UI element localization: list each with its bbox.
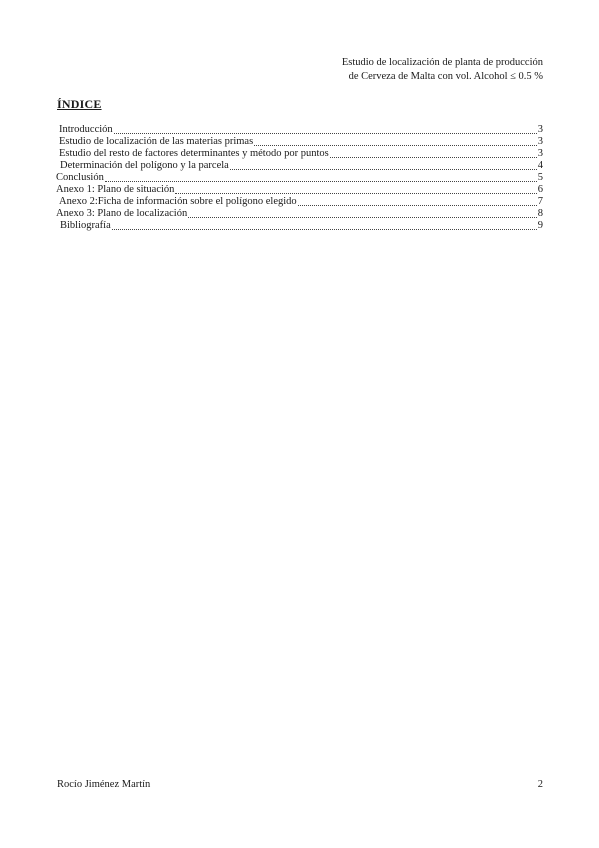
toc-entry-page: 3 <box>537 148 543 159</box>
toc-dot-leader <box>105 172 537 182</box>
toc-entry-label: Anexo 3: Plano de localización <box>56 208 188 219</box>
toc-entry[interactable] <box>55 220 543 232</box>
toc-entry-label: Conclusión <box>56 172 104 183</box>
toc-entry-page: 5 <box>537 172 543 183</box>
toc-entry[interactable] <box>55 148 543 160</box>
toc-entry-page: 3 <box>537 136 543 147</box>
toc-entry-page: 3 <box>537 124 543 135</box>
toc-entry[interactable] <box>55 196 543 208</box>
header-line-1: Estudio de localización de planta de producción <box>341 57 543 68</box>
toc-dot-leader <box>330 148 537 158</box>
toc-entry-label: Anexo 1: Plano de situación <box>56 184 175 195</box>
toc-entry[interactable] <box>55 160 543 172</box>
toc-dot-leader <box>298 196 537 206</box>
toc-entry-page: 9 <box>537 220 543 231</box>
toc-dot-leader <box>114 124 537 134</box>
toc-entry-page: 7 <box>537 196 543 207</box>
footer-author: Rocío Jiménez Martín <box>57 779 151 790</box>
toc-entry-label: Introducción <box>59 124 113 135</box>
toc-entry[interactable] <box>55 208 543 220</box>
toc-entry-label: Estudio del resto de factores determinantes y método por puntos <box>59 148 329 159</box>
document-footer <box>57 779 543 790</box>
toc-dot-leader <box>175 184 536 194</box>
table-of-contents <box>55 124 543 232</box>
toc-entry-page: 4 <box>537 160 543 171</box>
toc-entry[interactable] <box>55 136 543 148</box>
toc-entry-page: 8 <box>537 208 543 219</box>
toc-entry-page: 6 <box>537 184 543 195</box>
toc-entry-label: Estudio de localización de las materias primas <box>59 136 254 147</box>
toc-entry-label: Determinación del polígono y la parcela <box>60 160 229 171</box>
toc-entry[interactable] <box>55 172 543 184</box>
header-line-2: de Cerveza de Malta con vol. Alcohol ≤ 0.5 % <box>348 71 543 82</box>
footer-page-number: 2 <box>537 779 543 790</box>
index-title: ÍNDICE <box>57 97 102 111</box>
toc-entry-label: Bibliografía <box>60 220 111 231</box>
toc-entry[interactable] <box>55 184 543 196</box>
toc-dot-leader <box>254 136 537 146</box>
toc-dot-leader <box>188 208 537 218</box>
toc-dot-leader <box>230 160 537 170</box>
document-header <box>243 56 543 84</box>
toc-entry[interactable] <box>55 124 543 136</box>
toc-dot-leader <box>112 220 537 230</box>
toc-entry-label: Anexo 2:Ficha de información sobre el polígono elegido <box>59 196 297 207</box>
